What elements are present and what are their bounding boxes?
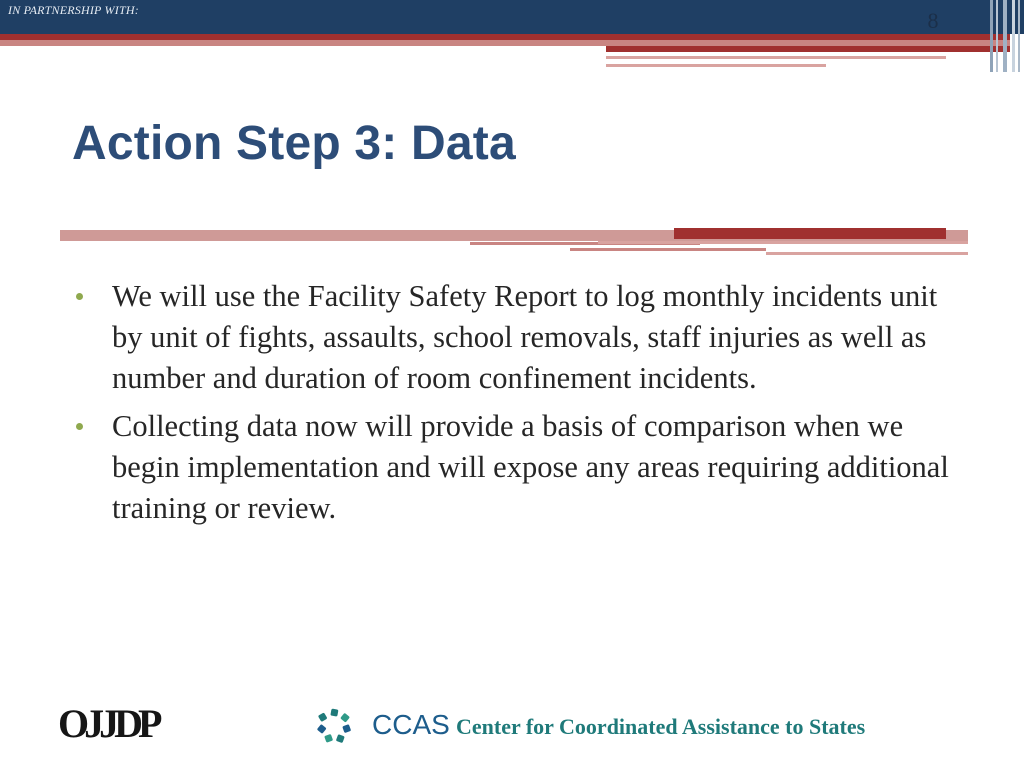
right-vertical-stripe-4 bbox=[1012, 0, 1015, 72]
bullet-item-1 bbox=[72, 276, 952, 399]
partner-label: IN PARTNERSHIP WITH: bbox=[8, 3, 139, 17]
title-divider-thin-4 bbox=[766, 252, 968, 255]
slide-number: 8 bbox=[927, 8, 939, 33]
bullet-item-2 bbox=[72, 406, 952, 529]
header-band bbox=[0, 0, 1024, 34]
bullet-text-2: Collecting data now will provide a basis of comparison when we begin implementation and will expose any areas requiring additional training or review. bbox=[112, 409, 949, 525]
title-divider-thin-2 bbox=[570, 248, 766, 251]
title-divider-thin-3 bbox=[598, 241, 968, 244]
title-divider-red bbox=[674, 228, 946, 239]
ccas-wordmark: CCAS bbox=[372, 709, 450, 740]
right-vertical-stripe-1 bbox=[990, 0, 993, 72]
header-stripe-thin-pink bbox=[606, 56, 946, 59]
right-vertical-stripe-3 bbox=[1003, 0, 1007, 72]
bullet-dot-icon bbox=[76, 293, 83, 300]
header-stripe-red-lower bbox=[606, 46, 1010, 52]
right-vertical-stripe-5 bbox=[1018, 0, 1020, 72]
header-stripe-thin-pink-2 bbox=[606, 64, 826, 67]
ccas-circle-icon bbox=[316, 708, 352, 744]
right-vertical-stripe-2 bbox=[996, 0, 998, 72]
bullet-list bbox=[72, 276, 952, 536]
bullet-dot-icon bbox=[76, 423, 83, 430]
ojjdp-logo: OJJDP bbox=[58, 701, 158, 746]
slide-title: Action Step 3: Data bbox=[72, 117, 516, 170]
ccas-tagline: Center for Coordinated Assistance to States bbox=[456, 714, 866, 739]
bullet-text-1: We will use the Facility Safety Report to log monthly incidents unit by unit of fights, assaults, school removals, staff injuries as well as number and duration of room confinement incidents. bbox=[112, 279, 938, 395]
